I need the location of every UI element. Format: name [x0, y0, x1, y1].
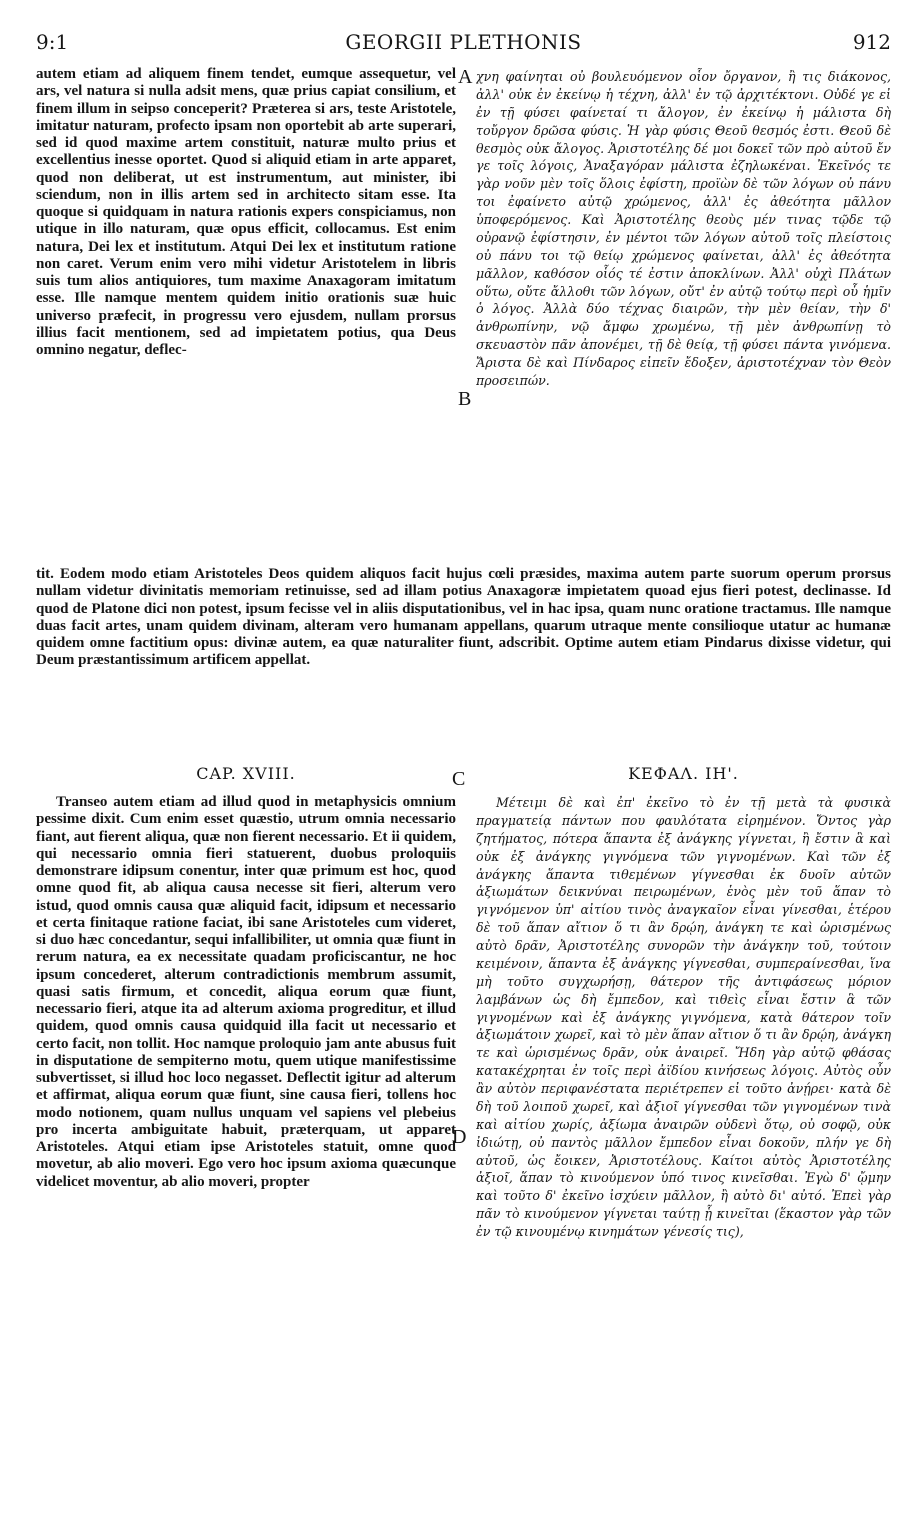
greek-column-top: [476, 68, 891, 562]
margin-marker-c: C: [452, 768, 466, 790]
latin-full-width-paragraph: tit. Eodem modo etiam Aristoteles Deos quidem aliquos facit hujus cœli præsides, maxima autem parte suorum operum prorsus nullam videtur divinitatis memoriam retinuisse, sed ad illam potius Anaxagoræ impietatem quoad ejus fieri potest, declinasse. Id quod de Platone dici non potest, ipsum fecisse vel in aliis disputationibus, vel in hac ipsa, quam nunc oratione tractamus. Ille namque duas facit artes, unam quidem divinam, alteram vero humanam appellans, quarum utraque mente consilioque utatur ac humanæ quidem omne factitium opus: divinæ autem, ea quæ naturaliter fiunt, adscribit. Optime autem etiam Pindarus dixisse videtur, qui Deum præstantissimum artificem appellat.: [36, 566, 891, 669]
latin-paragraph-top: autem etiam ad aliquem finem tendet, eumque assequetur, vel ars, vel natura si nulla adsit mens, quæ prius capiat consilium, et finem illum in seipso conceperit? Præterea si ars, teste Aristotele, imitatur naturam, profecto ipsam non oportebit ab arte superari, sed id quod maxime artem constituit, naturæ multo prius et excellentius inesse oportet. Quod si aliquid etiam in arte apparet, quod non deliberat, ut est instrumentum, aut minister, ibi sciendum, non in illis artem sed in architecto sitam esse. Ita quoque si quidquam in natura rationis expers conspiciamus, non utique in illo naturam, quæ opus efficit, collocamus. Est enim natura, Dei lex et institutum. Atqui Dei lex et institutum ratione non caret. Verum enim vero mihi videtur Aristotelem in libris suis tum alios antiquiores, tum maxime Anaxagoram imitatum esse. Ille namque mentem quidem initio orationis suæ huic universo præfecit, in progressu vero ejusdem, nullam prorsus illius facit mentionem, sed ad impietatem potius, qua Deus omnino negatur, deflec-: [36, 66, 456, 358]
margin-marker-d: D: [452, 1126, 467, 1148]
chapter-title-latin: CAP. XVIII.: [196, 764, 296, 783]
running-title: GEORGII PLETHONIS: [345, 30, 582, 54]
latin-column-bottom: [36, 794, 456, 1524]
running-header: [36, 30, 891, 60]
greek-paragraph-top: χνη φαίνηται οὐ βουλευόμενον οἷον ὄργανον, ἢ τις διάκονος, ἀλλ' οὐκ ἐν ἐκείνῳ ἡ τέχνη, ἀλλ' ἐν τῷ ἀρχιτέκτονι. Οὐδέ γε εἰ ἐν τῇ φύσει φαίνεταί τι ἄλογον, ἐν ἐκείνῳ ἡ μάλιστα δὴ τοὔργον δρῶσα φύσις. Ἡ γὰρ φύσις Θεοῦ θεσμός ἐστι. Θεοῦ δὲ θεσμὸς οὐκ ἄλογος. Ἀριστοτέλης δέ μοι δοκεῖ τῶν πρὸ αὑτοῦ ἔν γε τοῖς λόγοις, Ἀναξαγόραν μάλιστα ἐζηλωκέναι. Ἐκεῖνός τε γὰρ νοῦν μὲν τοῖς ὅλοις ἐφίστη, προϊὼν δὲ τῶν λόγων οὐ πάνυ τοι ἐφαίνετο αὐτῷ χρώμενος, ἀλλ' ἐς ἀθεότητα μᾶλλον ὑποφερόμενος. Καὶ Ἀριστοτέλης θεοὺς μέν τινας τῷδε τῷ οὐρανῷ ἐφίστησιν, ἐν μέντοι τῶν λόγων αὐτοῦ τοῖς πλείστοις οὐ πάνυ τοι τῷ θείῳ χρώμενος φαίνεται, ἀλλ' ἐς ἀθεότητα μᾶλλον, καθόσον οἷός τέ ἐστιν ἀποκλίνων. Ἀλλ' οὐχὶ Πλάτων οὕτω, οὔτε ἄλλοθι τῶν λόγων, οὔτ' ἐν αὐτῷ τούτῳ περὶ οὗ ἡμῖν ὁ λόγος. Ἀλλὰ δύο τέχνας διαιρῶν, τὴν μὲν θείαν, τὴν δ' ἀνθρωπίνην, νῷ ἄμφω χρωμένω, τῇ μὲν ἀνθρωπίνῃ τὸ σκευαστὸν πᾶν ἀπονέμει, τῇ δὲ θείᾳ, τῇ φύσει πάντα γινόμενα. Ἄριστα δὲ καὶ Πίνδαρος εἰπεῖν ἔδοξεν, ἀριστοτέχναν τὸν Θεὸν προσειπών.: [476, 69, 891, 388]
latin-column-top: [36, 66, 456, 560]
greek-paragraph-bottom: Μέτειμι δὲ καὶ ἐπ' ἐκεῖνο τὸ ἐν τῇ μετὰ τὰ φυσικὰ πραγματείᾳ πάντων που φαυλότατα εἰρημένον. Ὄντος γὰρ ζητήματος, πότερα ἅπαντα ἐξ ἀνάγκης γίγνεται, ἢ ἔστιν ἃ καὶ οὐκ ἐξ ἀνάγκης γιγνόμενα τῶν γιγνομένων. Καὶ τῶν ἐξ ἀνάγκης ἅπαντα τιθεμένων γίγνεσθαι ἐκ δυοῖν αὐτῶν ἀξιωμάτων δεικνύναι πειρωμένων, ἑνὸς μὲν τοῦ ἅπαν τὸ γιγνόμενον ὑπ' αἰτίου τινὸς ἀναγκαῖον εἶναι γίνεσθαι, ἑτέρου δὲ τοῦ ἅπαν αἴτιον ὅ τι ἂν δρῴη, ἀνάγκη τε καὶ ὡρισμένως αὐτὸ δρᾶν, Ἀριστοτέλης συνορῶν τὴν ἀνάγκην τοῦ, τούτοιν κειμένοιν, ἅπαντα ἐξ ἀνάγκης γίγνεσθαι, συμπεραίνεσθαι, ἵνα μὴ τοῦτο συγχωρήσῃ, θάτερον τῆς ἀντιφάσεως μόριον λαμβάνων ὡς δὴ ἔμπεδον, καὶ τιθεὶς εἶναι ἔστιν ἃ τῶν γιγνομένων καὶ ἐξ ἀνάγκης γιγνόμενα, κατὰ θάτερον τοῖν ἀξιωμάτοιν χωρεῖ, καὶ τὸ μὲν ἅπαν αἴτιον ὅ τι ἂν δρῴη, ἀνάγκη τε καὶ ὡρισμένως δρᾶν, οὐκ ἀναιρεῖ. Ἤδη γὰρ αὐτῷ φθάσας κατακέχρηται ἐν τοῖς περὶ ἀϊδίου κινήσεως λόγοις. Αὐτὸς οὖν ἂν αὐτὸν περιφανέστατα περιέτρεπεν εἰ τοῦτο ἀνῄρει· κατὰ δὲ δὴ τοῦ λοιποῦ χωρεῖ, καὶ ἀξιοῖ γίγνεσθαι τῶν γιγνομένων τινὰ καὶ αἰτίου χωρίς, ἀξίωμα ἀναιρῶν οὐδενὶ ὅτῳ, οὐ σοφῷ, οὐκ ἰδιώτῃ, οὐ παντὸς μᾶλλον ἔμπεδον εἶναι δοκοῦν, πλήν γε δὴ αὐτοῦ, ὡς ἔοικεν, Ἀριστοτέλους. Καίτοι αὐτὸς Ἀριστοτέλης ἀξιοῖ, ἅπαν τὸ κινούμενον ὑπό τινος κινεῖσθαι. Ἐγὼ δ' ᾤμην καὶ τοῦτο δ' ἐκεῖνο ἰσχύειν μᾶλλον, ἢ αὐτὸ δι' αὐτό. Ἐπεὶ γὰρ πᾶν τὸ κινούμενον γίγνεται ταύτῃ ᾗ κινεῖται (ἕκαστον γὰρ τῶν ἐν τῷ κινουμένῳ κινημάτων γένεσίς τις),: [476, 795, 891, 1239]
margin-marker-a: A: [458, 66, 473, 88]
greek-column-bottom: [476, 794, 891, 1524]
chapter-title-greek: ΚΕΦΑΛ. ΙΗ'.: [628, 764, 739, 783]
latin-paragraph-bottom: Transeo autem etiam ad illud quod in metaphysicis omnium pessime dixit. Cum enim esset quæstio, utrum omnia necessario fiant, aut fierent aliqua, quæ non fierent necessario. Et ii quidem, qui necessario omnia fieri statuerent, duobus proloquiis demonstrare idipsum conentur, inter quæ primum est hoc, quod omne quod fit, ab aliqua causa necesse sit fieri, alterum vero istud, quod omnis causa quæ aliquid facit, idipsum et necessario et certa finitaque ratione faciat, ibi sane Aristoteles cum videret, si duo hæc concedantur, sequi infallibiliter, ut omnia quæ fiunt in rerum natura, ea ex necessitate quadam proficiscantur, ne hoc ipsum concederet, alterum contradictionis membrum assumit, quasi satis firmum, et concedit, aliqua eorum quæ fiunt, necessario fieri, atque ita ad alterum axioma progreditur, et illud quidem, quod omnis causa quidquid illa facit ut necessario et certo facit, non tollit. Hoc namque proloquio jam ante abusus fuit in disputatione de sempiterno motu, quem utique manifestissime subvertisset, si illud hoc loco negasset. Deflectit igitur ad alterum et affirmat, aliqua eorum quæ fiunt, sine causa fieri, tollens hoc modo notionem, quam nullus unquam vel sapiens vel plebeius pro incerta ambiguitate habuit, præterquam, ut apparet Aristoteles. Atqui etiam ipse Aristoteles statuit, omne quod movetur, ab alio moveri. Ego vero hoc ipsum axioma quæcunque videlicet moventur, ab alio moveri, propter: [36, 794, 456, 1190]
margin-marker-b: B: [458, 388, 472, 410]
page-number-right: 912: [852, 30, 891, 54]
page-number-left: 9:1: [36, 30, 69, 54]
